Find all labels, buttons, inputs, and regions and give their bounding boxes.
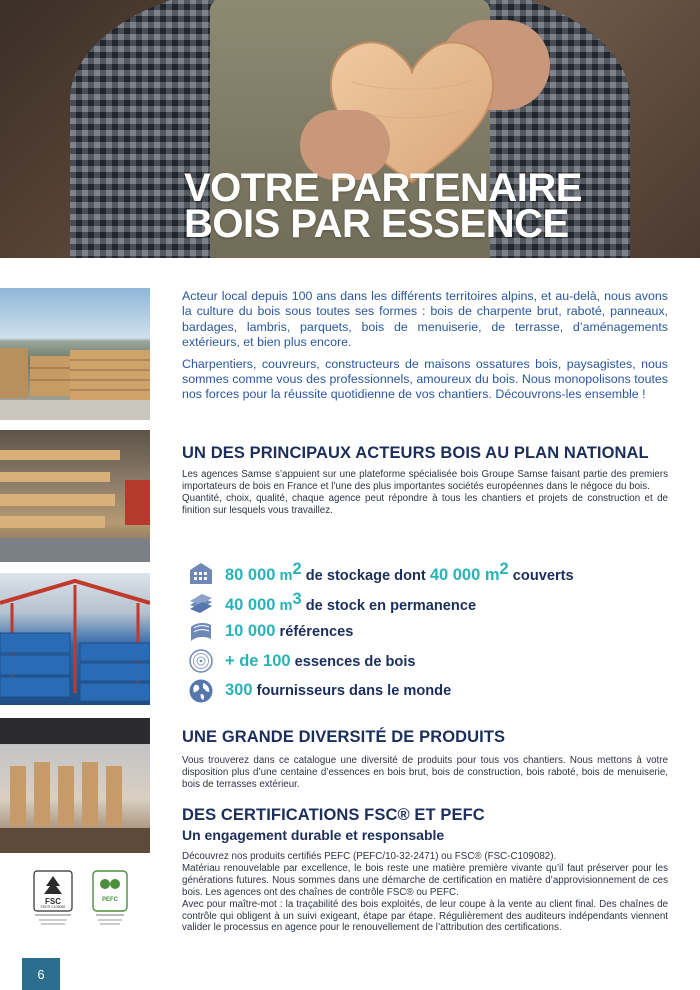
section-paragraph: Quantité, choix, qualité, chaque agence peut répondre à tous les chantiers et projets de construction et de finition sur lesquels vous travaillez. [182, 492, 668, 516]
figure-value: 10 000 [225, 622, 276, 641]
fsc-logo-label: FSC [45, 897, 61, 906]
section-certifications [182, 806, 668, 934]
key-figure-species [188, 647, 668, 677]
key-figure-text [225, 652, 416, 671]
section-paragraph: Les agences Samse s’appuient sur une plateforme spécialisée bois Groupe Samse faisant partie des premiers importateurs de bois en France et l’une des plus importantes sociétés européennes dans le négoce du bois. [182, 469, 668, 492]
fsc-logo [33, 870, 73, 928]
page-title-line: BOIS PAR ESSENCE [184, 202, 569, 246]
lumber-racks-illustration [0, 430, 150, 562]
figure-value: 40 000 m [429, 566, 500, 585]
key-figure-storage [188, 558, 668, 588]
section-paragraph: Découvrez nos produits certifiés PEFC (PEFC/10-32-2471) ou FSC® (FSC-C109082). [182, 851, 557, 862]
page-number: 6 [22, 958, 60, 990]
photo-lumber-racks [0, 430, 150, 562]
globe-icon [188, 678, 214, 704]
figure-unit-exponent: 3 [292, 589, 302, 608]
figure-unit: m [275, 568, 293, 585]
figure-label: références [275, 624, 354, 641]
intro-paragraph: Acteur local depuis 100 ans dans les différents territoires alpins, et au-delà, nous avons la culture du bois sous toutes ses formes : bois de charpente brut, raboté, panneaux, bardages, lambris, parquets, bois de menuiserie, de terrasse, d’aménagements extérieurs, et bien plus encore. [182, 289, 668, 350]
key-figure-text [225, 560, 574, 585]
lumber-yard-illustration [0, 288, 150, 420]
section-product-diversity [182, 728, 668, 791]
warehouse-icon [188, 560, 214, 586]
showroom-illustration [0, 718, 150, 853]
figure-label: de stock en permanence [301, 597, 477, 614]
figure-value: 40 000 [225, 595, 276, 614]
key-figure-text [225, 622, 353, 641]
page-title-line: VOTRE PARTENAIRE [184, 166, 582, 210]
figure-unit-exponent: 2 [292, 560, 302, 579]
key-figure-text [225, 590, 476, 615]
section-body [182, 469, 668, 517]
section-paragraph: Matériau renouvelable par excellence, le bois reste une matière première vivante qu’il faut préserver pour les générations futures. Nous sommes dans une démarche de certification en matière d’approvisionnement de ces bois. Les agences ont des chaînes de contrôle FSC® ou PEFC. [182, 862, 668, 898]
section-heading: UN DES PRINCIPAUX ACTEURS BOIS AU PLAN NATIONAL [182, 444, 649, 462]
figure-value: + de 100 [225, 651, 291, 670]
figure-label: fournisseurs dans le monde [252, 683, 452, 700]
section-subheading: Un engagement durable et responsable [182, 827, 445, 843]
intro-paragraph: Charpentiers, couvreurs, constructeurs de maisons ossatures bois, paysagistes, nous sommes comme vous des professionnels, amoureux du bois. Nous monopolisons toutes nos forces pour la réussite quotidienne de vos chantiers. Découvrons-les ensemble ! [182, 356, 668, 402]
key-figure-references [188, 617, 668, 647]
section-heading: UNE GRANDE DIVERSITÉ DE PRODUITS [182, 728, 506, 746]
figure-value: 300 [225, 681, 253, 700]
key-figure-suppliers [188, 676, 668, 706]
section-paragraph: Vous trouverez dans ce catalogue une diversité de produits pour tous vos chantiers. Nous mettons à votre disposition plus d’une centaine d’essences en bois brut, bois de construction, bois raboté, bois de menuiserie, bois de terrasses extérieur. [182, 755, 668, 790]
figure-value: 80 000 [225, 566, 276, 585]
figure-label: de stockage dont [301, 568, 430, 585]
section-paragraph: Avec pour maître-mot : la traçabilité des bois exploités, de leur coupe à la vente au client final. Des chaînes de contrôle qui obligent à un suivi exigeant, étape par étape. Régulièrement des auditeurs indépendants viennent valider le processus en agence pour le renouvellement de l’attribution des certifications. [182, 898, 668, 934]
wood-panels-icon [188, 619, 214, 645]
fsc-logo-code: FSC® C109082 [40, 905, 66, 909]
section-national-player [182, 444, 668, 517]
figure-label: couverts [508, 568, 574, 585]
page-title [184, 166, 684, 246]
figure-unit: m [275, 597, 293, 614]
pefc-logo-label: PEFC [101, 897, 118, 903]
hero-banner [0, 0, 700, 258]
key-figure-text [225, 681, 451, 700]
pefc-logo [92, 870, 132, 928]
tree-rings-icon [188, 648, 214, 674]
photo-lumber-yard [0, 288, 150, 420]
photo-showroom [0, 718, 150, 853]
section-body [182, 755, 668, 791]
photo-warehouse [0, 573, 150, 705]
warehouse-illustration [0, 573, 150, 705]
key-figures-list [188, 558, 668, 706]
key-figure-stock [188, 588, 668, 618]
figure-unit-exponent: 2 [499, 560, 509, 579]
section-body [182, 851, 668, 934]
section-heading: DES CERTIFICATIONS FSC® ET PEFC [182, 806, 485, 824]
lumber-stack-icon [188, 589, 214, 615]
figure-label: essences de bois [290, 653, 416, 670]
intro-text [182, 289, 668, 409]
